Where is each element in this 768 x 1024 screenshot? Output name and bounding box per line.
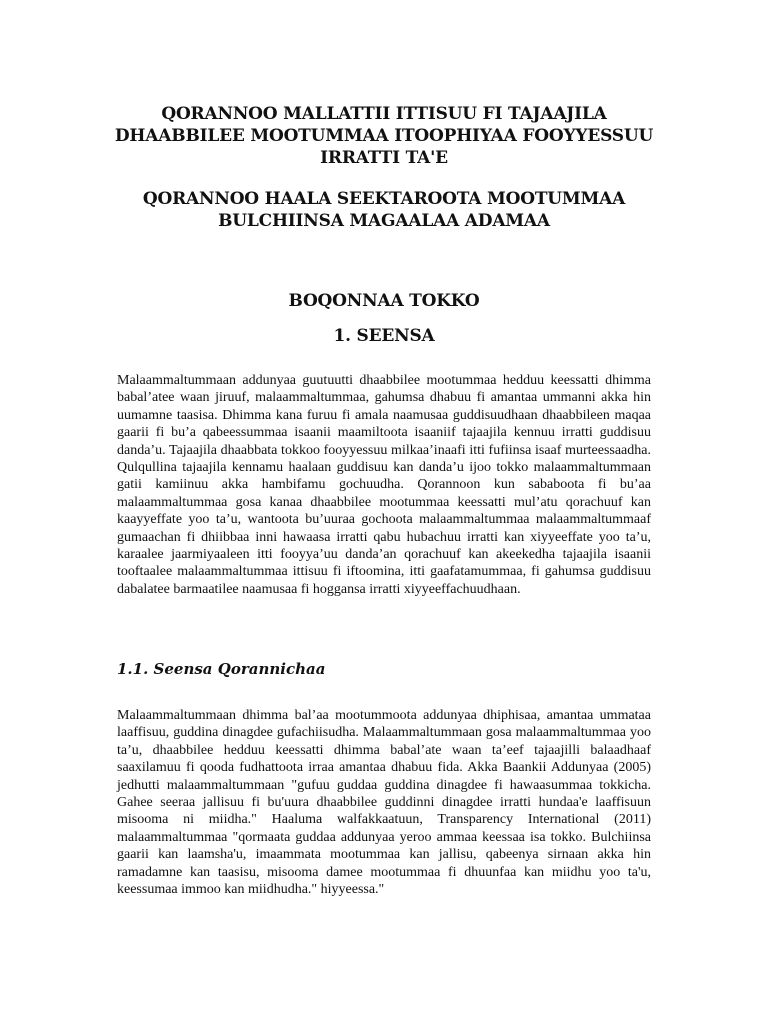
document-title: QORANNOO MALLATTII ITTISUU FI TAJAAJILA DHAABBILEE MOOTUMMAA ITOOPHIYAA FOOYYESSUU IRRATTI TA'E [114, 104, 654, 168]
background-paragraph: Malaammaltummaan dhimma bal’aa mootummoota addunyaa dhiphisaa, amantaa ummataa laaffisuu, guddina dinagdee gufachiisudha. Malaammaltummaan gosa malaammaltummaa yoo ta’u, dhaabbilee hedduu keessatti dhimma babal’ate waan ta’eef tajaajilli balaadhaaf saaxilamuu fi qooda fudhattoota irraa amantaa dhabuu fida. Akka Baankii Addunyaa (2005) jedhutti malaammaltummaan "gufuu guddaa guddina dinagdee fi hawaasummaa tokkicha. Gahee seeraa jallisuu fi bu'uura dhaabbilee guddinni dinagdee irratti hundaa'e laaffisuun misooma ni miidha." Haaluma walfakkaatuun, Transparency International (2011) malaammaltummaa "qormaata guddaa addunyaa yeroo ammaa keessaa isa tokko. Bulchiinsa gaarii kan laamsha'u, imaammata mootummaa kan jallisu, qabeenya sirnaan akka hin ramadamne kan taasisu, misooma damee mootummaa fi dhuunfaa kan miidhu yoo ta'u, keessumaa immoo kan miidhudha." hiyyeessa." [117, 708, 651, 898]
section-heading: 1. SEENSA [333, 326, 435, 346]
document-subtitle: QORANNOO HAALA SEEKTAROOTA MOOTUMMAA BULCHIINSA MAGAALAA ADAMAA [142, 189, 626, 231]
intro-paragraph: Malaammaltummaan addunyaa guutuutti dhaabbilee mootummaa hedduu keessatti dhimma babal’atee waan jiruuf, malaammaltummaa, gahumsa dhabuu fi amantaa ummanni akka hin uumamne taasisa. Dhimma kana furuu fi amala naamusaa guddisuudhaan dhaabbileen maqaa gaarii fi bu’a qabeessummaa isaanii maamiltoota isaaniif tajaajila kennuu irratti guddisuu danda’u. Tajaajila dhaabbata tokkoo fooyyessuu milkaa’inaafi itti fufiinsa isaaf murteessaadha. Qulqullina tajaajila kennamu haalaan guddisuu kan danda’u ijoo tokko malaammaltummaan gatii kamiinuu akka hambifamu gochuudha. Qorannoon kun sababoota fi bu’aa malaammaltummaa gosa kanaa dhaabbilee mootummaa keessatti mul’atu qorachuuf kan kaayyeffate yoo ta’u, wantoota bu’uuraa gochoota malaammaltummaa malaammaltummaaf gumaachan fi dhiibbaa inni hawaasa irratti qabu hubachuu irratti kan xiyyeeffate yoo ta’u, karaalee jaarmiyaaleen itti fooyya’uu danda’an qorachuuf kan akeekedha tajaajila isaanii tooftaalee malaammaltummaa ittisuu fi iftoomina, itti gaafatamummaa, fi gahumsa guddisuu dabalatee barmaatilee naamusaa fi hoggansa irratti xiyyeeffachuudhaan. [117, 373, 651, 597]
chapter-heading: BOQONNAA TOKKO [288, 291, 480, 311]
subsection-heading: 1.1. Seensa Qorannichaa [117, 660, 326, 678]
